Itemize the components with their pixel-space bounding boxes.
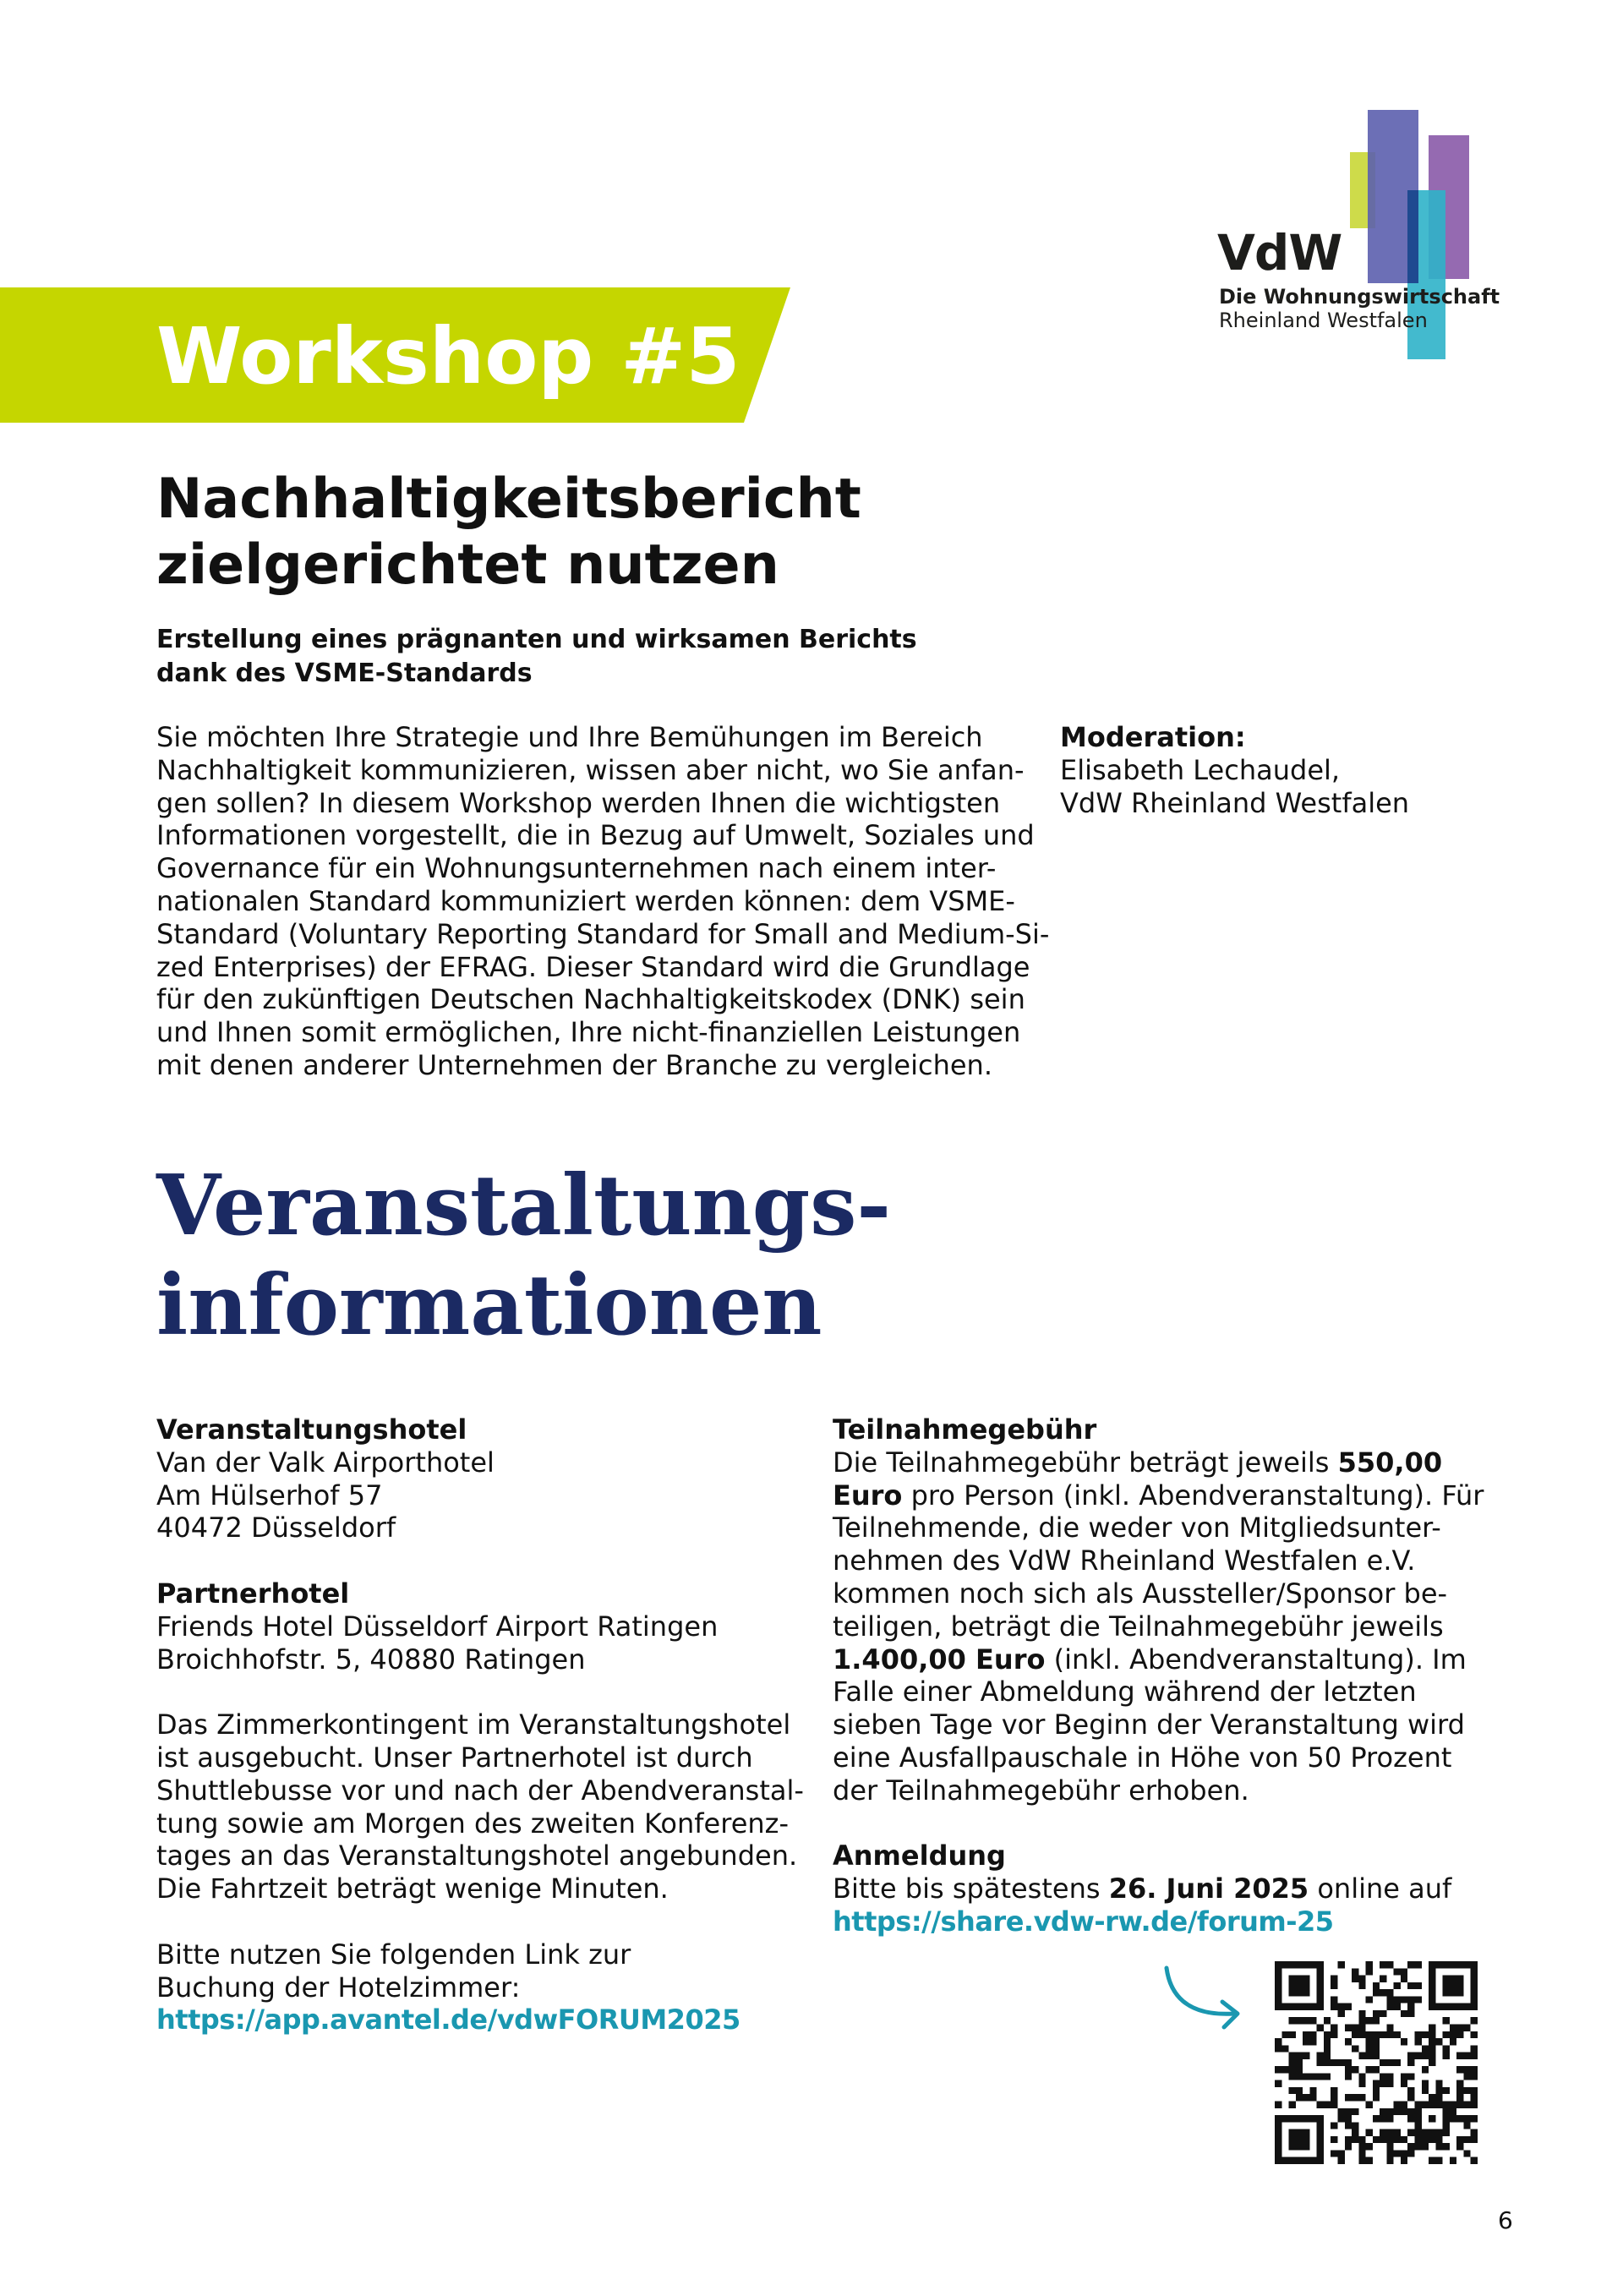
fee-line: eine Ausfallpauschale in Höhe von 50 Prozent bbox=[833, 1741, 1452, 1774]
partner-hotel-name: Friends Hotel Düsseldorf Airport Ratingen bbox=[156, 1610, 719, 1643]
room-info-block bbox=[156, 1708, 833, 1905]
description-line: mit denen anderer Unternehmen der Branche zu vergleichen. bbox=[156, 1048, 992, 1081]
fee-line bbox=[833, 1643, 1509, 1676]
fee-line: Falle einer Abmeldung während der letzten bbox=[833, 1676, 1417, 1708]
description-line: nationalen Standard kommuniziert werden können: dem VSME- bbox=[156, 884, 1015, 917]
workshop-description bbox=[156, 721, 1052, 1082]
workshop-subtitle-line: Erstellung eines prägnanten und wirksamen Berichts bbox=[156, 625, 917, 654]
event-info-title-line: Veranstaltungs- bbox=[156, 1157, 892, 1255]
booking-line: Bitte nutzen Sie folgenden Link zur bbox=[156, 1938, 631, 1971]
hotel-booking-link[interactable]: https://app.avantel.de/vdwFORUM2025 bbox=[156, 2004, 740, 2036]
room-info-line: Das Zimmerkontingent im Veranstaltungshotel bbox=[156, 1708, 791, 1741]
workshop-subtitle bbox=[156, 623, 1002, 691]
fee-amount: 550,00 bbox=[1337, 1446, 1443, 1479]
hotel-info-column bbox=[156, 1413, 833, 2069]
fee-line: sieben Tage vor Beginn der Veranstaltung wird bbox=[833, 1708, 1465, 1741]
fee-line: kommen noch sich als Aussteller/Sponsor be- bbox=[833, 1577, 1448, 1610]
description-line: Standard (Voluntary Reporting Standard for Small and Medium-Si- bbox=[156, 917, 1050, 950]
description-line: und Ihnen somit ermöglichen, Ihre nicht-finanziellen Leistungen bbox=[156, 1016, 1021, 1049]
workshop-subtitle-line: dank des VSME-Standards bbox=[156, 659, 533, 688]
workshop-banner bbox=[0, 287, 795, 423]
room-info-line: tung sowie am Morgen des zweiten Konferenz- bbox=[156, 1807, 789, 1840]
fee-label: Teilnahmegebühr bbox=[833, 1413, 1097, 1446]
fee-line: Teilnehmende, die weder von Mitgliedsunter- bbox=[833, 1512, 1441, 1544]
venue-hotel-street: Am Hülserhof 57 bbox=[156, 1479, 383, 1512]
description-line: zed Enterprises) der EFRAG. Dieser Standard wird die Grundlage bbox=[156, 950, 1030, 983]
description-line: Informationen vorgestellt, die in Bezug auf Umwelt, Soziales und bbox=[156, 819, 1035, 852]
curved-arrow-icon bbox=[1158, 1961, 1251, 2041]
room-info-line: ist ausgebucht. Unser Partnerhotel ist durch bbox=[156, 1741, 753, 1774]
description-line: Nachhaltigkeit kommunizieren, wissen aber nicht, wo Sie anfan- bbox=[156, 753, 1025, 786]
room-info-line: Shuttlebusse vor und nach der Abendveranstal- bbox=[156, 1774, 804, 1807]
partner-hotel-address: Broichhofstr. 5, 40880 Ratingen bbox=[156, 1643, 586, 1676]
fee-currency: Euro bbox=[833, 1479, 903, 1512]
fee-line bbox=[833, 1446, 1509, 1479]
event-info-title bbox=[156, 1156, 1340, 1356]
partner-hotel-block bbox=[156, 1577, 833, 1676]
moderation-name: Elisabeth Lechaudel, bbox=[1060, 753, 1341, 786]
fee-block bbox=[833, 1413, 1509, 1807]
workshop-title bbox=[156, 467, 1086, 599]
fee-amount-nonmember: 1.400,00 Euro bbox=[833, 1643, 1046, 1676]
page-number: 6 bbox=[1498, 2206, 1513, 2234]
fee-text: pro Person (inkl. Abendveranstaltung). Für bbox=[902, 1479, 1484, 1512]
venue-hotel-name: Van der Valk Airporthotel bbox=[156, 1446, 495, 1479]
moderation-label: Moderation: bbox=[1060, 721, 1246, 753]
fee-text: (inkl. Abendveranstaltung). Im bbox=[1045, 1643, 1467, 1676]
workshop-title-line: Nachhaltigkeitsbericht bbox=[156, 467, 861, 531]
moderation-block bbox=[1060, 721, 1533, 819]
fee-line: nehmen des VdW Rheinland Westfalen e.V. bbox=[833, 1544, 1416, 1577]
description-line: Sie möchten Ihre Strategie und Ihre Bemühungen im Bereich bbox=[156, 721, 983, 753]
description-line: Governance für ein Wohnungsunternehmen nach einem inter- bbox=[156, 852, 997, 885]
venue-hotel-label: Veranstaltungshotel bbox=[156, 1413, 467, 1446]
workshop-label: Workshop #5 bbox=[156, 311, 740, 402]
booking-line: Buchung der Hotelzimmer: bbox=[156, 1971, 521, 2004]
fee-line: der Teilnahmegebühr erhoben. bbox=[833, 1774, 1249, 1807]
fee-text: Die Teilnahmegebühr beträgt jeweils bbox=[833, 1446, 1338, 1479]
moderation-org: VdW Rheinland Westfalen bbox=[1060, 786, 1410, 819]
workshop-title-line: zielgerichtet nutzen bbox=[156, 533, 779, 597]
qr-code-icon[interactable] bbox=[1275, 1961, 1478, 2164]
event-info-title-line: informationen bbox=[156, 1257, 822, 1354]
registration-text: online auf bbox=[1309, 1872, 1452, 1905]
description-line: für den zukünftigen Deutschen Nachhaltigkeitskodex (DNK) sein bbox=[156, 983, 1025, 1016]
fee-registration-column bbox=[833, 1413, 1509, 1971]
logo-wordmark: VdW bbox=[1217, 224, 1342, 282]
registration-link[interactable]: https://share.vdw-rw.de/forum-25 bbox=[833, 1905, 1334, 1938]
fee-line bbox=[833, 1479, 1509, 1512]
logo-tagline-1: Die Wohnungswirtschaft bbox=[1219, 285, 1500, 309]
registration-line bbox=[833, 1872, 1509, 1905]
fee-line: teiligen, beträgt die Teilnahmegebühr jeweils bbox=[833, 1610, 1444, 1643]
booking-block bbox=[156, 1938, 833, 2036]
venue-hotel-city: 40472 Düsseldorf bbox=[156, 1512, 396, 1544]
description-line: gen sollen? In diesem Workshop werden Ihnen die wichtigsten bbox=[156, 786, 1001, 819]
vdw-logo bbox=[1217, 106, 1522, 368]
registration-deadline: 26. Juni 2025 bbox=[1108, 1872, 1309, 1905]
registration-label: Anmeldung bbox=[833, 1840, 1006, 1872]
partner-hotel-label: Partnerhotel bbox=[156, 1577, 350, 1610]
room-info-line: Die Fahrtzeit beträgt wenige Minuten. bbox=[156, 1872, 669, 1905]
room-info-line: tages an das Veranstaltungshotel angebunden. bbox=[156, 1840, 798, 1872]
registration-block bbox=[833, 1840, 1509, 1938]
venue-hotel-block bbox=[156, 1413, 833, 1544]
logo-tagline-2: Rheinland Westfalen bbox=[1219, 309, 1428, 332]
registration-text: Bitte bis spätestens bbox=[833, 1872, 1109, 1905]
